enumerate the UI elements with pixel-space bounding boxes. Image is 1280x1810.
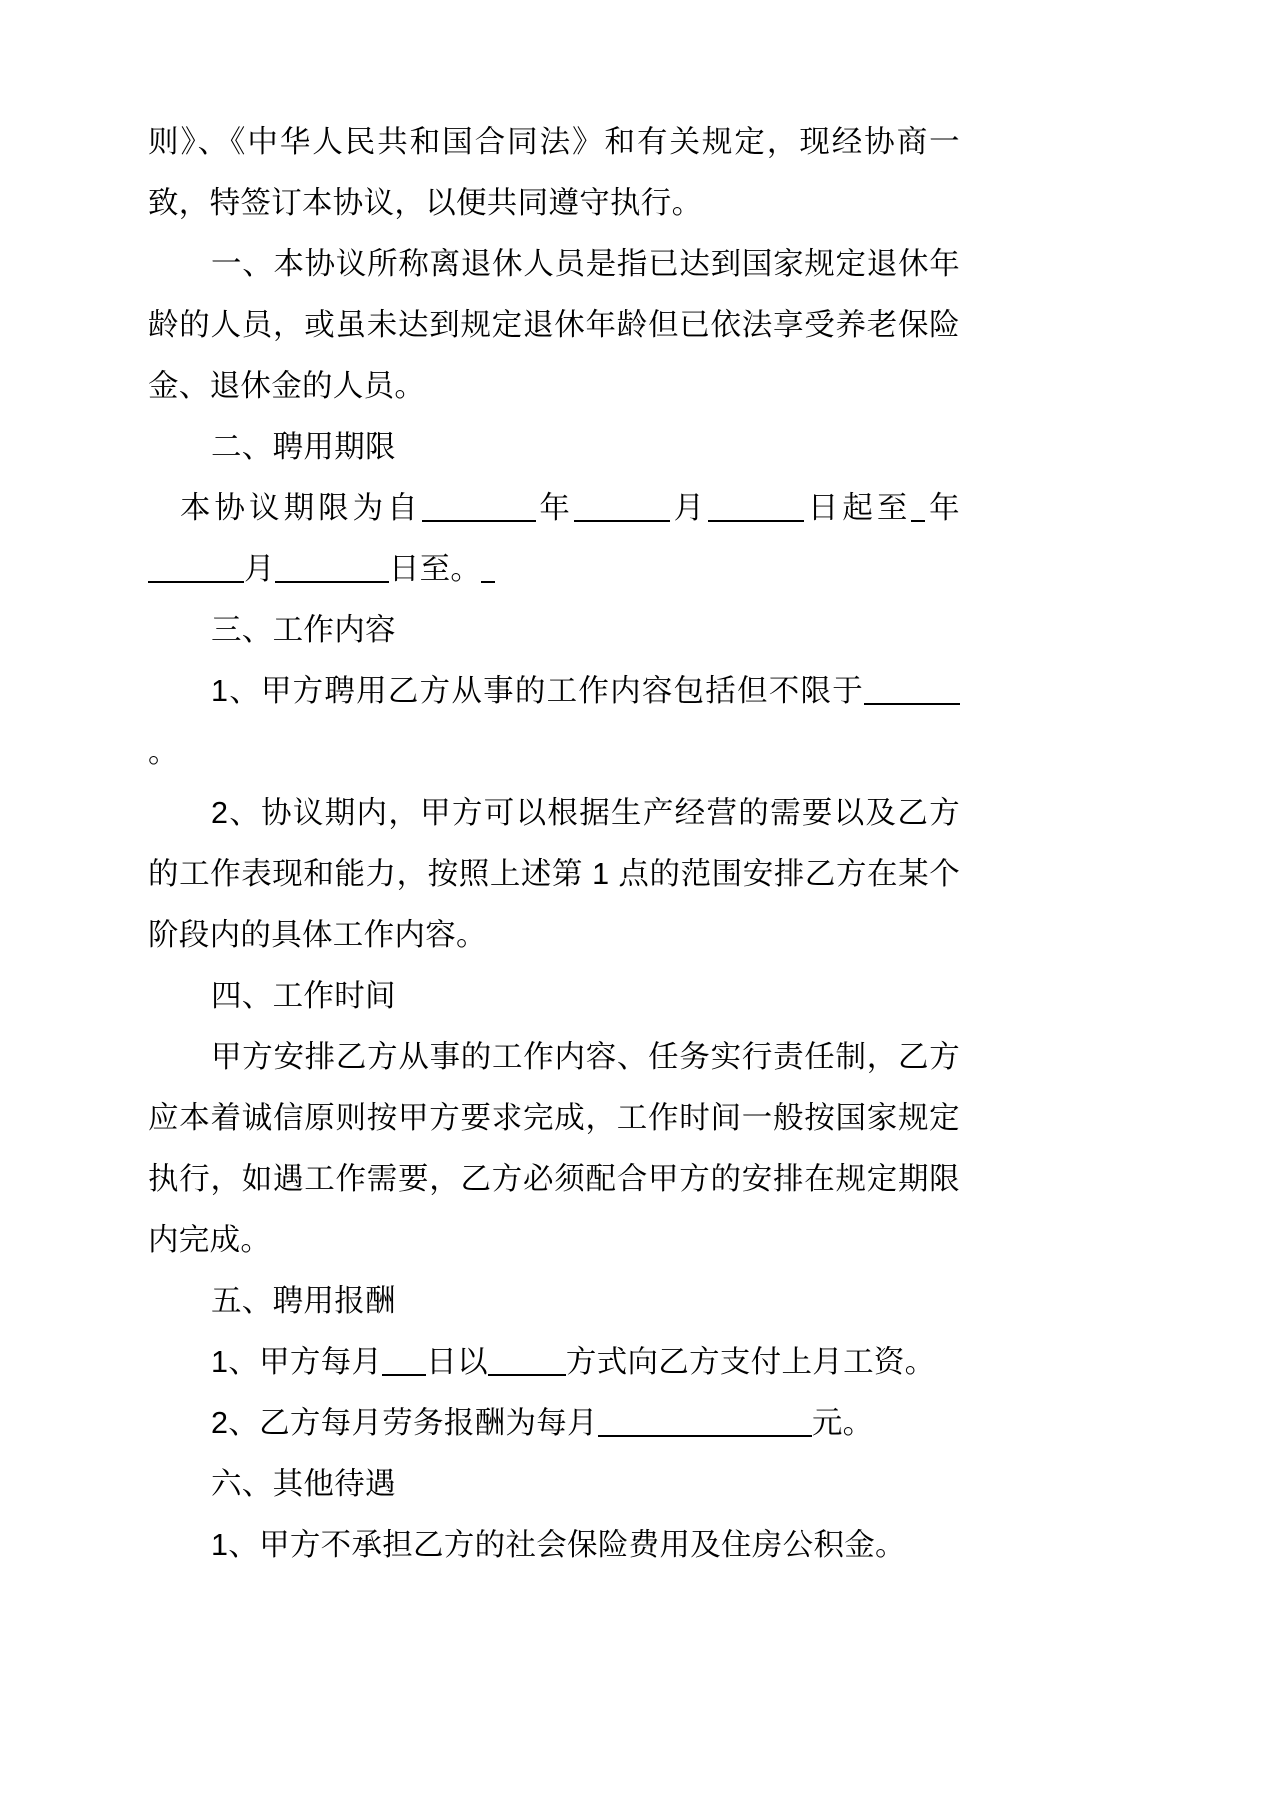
fill-in-blank[interactable] [275, 551, 389, 583]
paragraph-text: 六、其他待遇 [211, 1467, 396, 1501]
p-article-3-item-2 [148, 783, 960, 966]
paragraph-text: 日至。 [388, 552, 482, 586]
p-article-5-item-2 [148, 1393, 960, 1454]
paragraph-text: 1、甲方不承担乙方的社会保险费用及住房公积金。 [211, 1528, 906, 1562]
p-article-4-heading [148, 966, 960, 1027]
fill-in-blank[interactable] [382, 1344, 426, 1376]
paragraph-text: 1、甲方每月 [211, 1345, 383, 1379]
paragraph-text: 元。 [811, 1406, 874, 1440]
paragraph-text: 五、聘用报酬 [211, 1284, 396, 1318]
paragraph-text: 则》、《中华人民共和国合同法》和有关规定，现经协商一致，特签订本协议，以便共同遵守执行。 [148, 125, 960, 220]
paragraph-text: 年 [925, 491, 960, 525]
paragraph-text: 方式向乙方支付上月工资。 [565, 1345, 936, 1379]
paragraph-text: 一、本协议所称离退休人员是指已达到国家规定退休年龄的人员，或虽未达到规定退休年龄但已依法享受养老保险金、退休金的人员。 [148, 247, 960, 403]
paragraph-text: 。 [148, 735, 179, 769]
paragraph-text: 2、乙方每月劳务报酬为每月 [211, 1406, 598, 1440]
fill-in-blank[interactable] [598, 1405, 812, 1437]
p-preamble [148, 112, 960, 234]
fill-in-blank[interactable] [574, 490, 670, 522]
p-article-3-item-1 [148, 661, 960, 783]
paragraph-text: 四、工作时间 [211, 979, 396, 1013]
p-article-1 [148, 234, 960, 417]
p-article-5-item-1 [148, 1332, 960, 1393]
fill-in-blank[interactable] [148, 551, 244, 583]
p-article-3-heading [148, 600, 960, 661]
p-article-2-body [148, 478, 960, 600]
fill-in-blank[interactable] [481, 551, 495, 583]
fill-in-blank[interactable] [488, 1344, 566, 1376]
paragraph-text: 2、协议期内，甲方可以根据生产经营的需要以及乙方的工作表现和能力，按照上述第 1 点的范围安排乙方在某个阶段内的具体工作内容。 [148, 796, 960, 952]
paragraph-text: 甲方安排乙方从事的工作内容、任务实行责任制，乙方应本着诚信原则按甲方要求完成，工作时间一般按国家规定执行，如遇工作需要，乙方必须配合甲方的安排在规定期限内完成。 [148, 1040, 960, 1257]
p-article-6-heading [148, 1454, 960, 1515]
fill-in-blank[interactable] [422, 490, 536, 522]
paragraph-text: 1、甲方聘用乙方从事的工作内容包括但不限于 [211, 674, 864, 708]
paragraph-text: 二、聘用期限 [211, 430, 396, 464]
document-body [148, 112, 960, 1576]
paragraph-text: 三、工作内容 [211, 613, 396, 647]
paragraph-text: 本协议期限为自 [180, 491, 422, 525]
paragraph-text: 月 [244, 552, 275, 586]
p-article-4-body [148, 1027, 960, 1271]
fill-in-blank[interactable] [911, 490, 925, 522]
p-article-6-item-1 [148, 1515, 960, 1576]
paragraph-text: 日起至 [804, 491, 912, 525]
paragraph-text: 年 [535, 491, 574, 525]
fill-in-blank[interactable] [864, 673, 960, 705]
paragraph-text: 日以 [426, 1345, 488, 1379]
fill-in-blank[interactable] [708, 490, 804, 522]
paragraph-text: 月 [669, 491, 709, 525]
p-article-5-heading [148, 1271, 960, 1332]
p-article-2-heading [148, 417, 960, 478]
